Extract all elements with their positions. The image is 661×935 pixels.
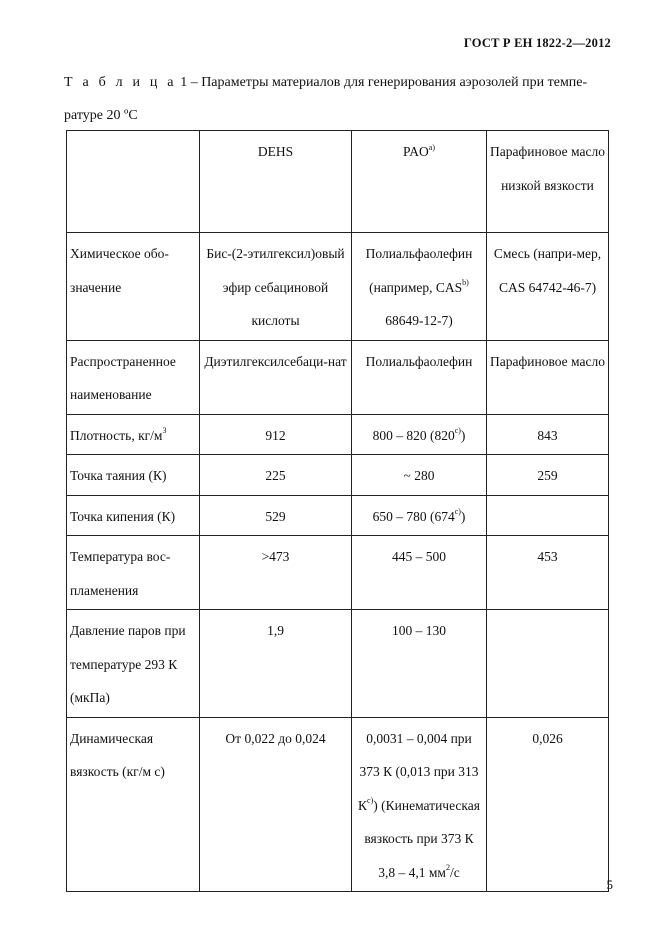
cell-pao-tail: 68649-12-7) [385,313,453,328]
table-row [67,414,609,455]
cell-dehs: От 0,022 до 0,024 [200,717,352,892]
header-cell-pao [352,131,487,233]
cell-paraffin [487,610,609,718]
table-row [67,455,609,496]
cell-pao: ~ 280 [352,455,487,496]
cell-dehs: Диэтилгексилсебаци-нат [200,340,352,414]
cell-pao [352,414,487,455]
cell-pao-footnote: c) [367,796,374,805]
cell-pao-text: Полиальфаолефин (например, CAS [365,246,473,295]
header-cell-paraffin: Парафиновое масло низкой вязкости [487,131,609,233]
table-caption-prefix: Т а б л и ц а [64,75,177,90]
cell-pao-tail: ) [460,508,466,524]
row-label: Температура вос-пламенения [67,536,200,610]
table-row [67,340,609,414]
cell-pao-footnote: c) [454,426,461,435]
row-label-sup: 3 [162,426,167,435]
cell-dehs: 1,9 [200,610,352,718]
cell-pao: 445 – 500 [352,536,487,610]
table-caption [64,66,616,132]
cell-paraffin: 259 [487,455,609,496]
cell-pao-tail: ) (Кинематическая вязкость при 373 К 3,8 – 4,1 мм [364,797,480,880]
table-row [67,233,609,341]
cell-pao-text: 650 – 780 (674 [372,508,455,524]
table-header-row [67,131,609,233]
cell-pao [352,717,487,892]
cell-pao [352,495,487,536]
row-label: Точка кипения (К) [67,495,200,536]
table-row [67,495,609,536]
cell-dehs: >473 [200,536,352,610]
row-label: Точка таяния (К) [67,455,200,496]
cell-pao-unit-sup: 2 [445,863,450,872]
cell-pao-tail-unit: /с [449,864,460,880]
cell-pao-tail: ) [460,427,466,443]
cell-paraffin: 453 [487,536,609,610]
cell-pao-text: 0,0031 – 0,004 при 373 К (0,013 при 313 К [358,730,479,813]
header-cell-dehs: DEHS [200,131,352,233]
row-label [67,414,200,455]
cell-pao-footnote: c) [454,507,461,516]
cell-paraffin: 0,026 [487,717,609,892]
row-label: Динамическая вязкость (кг/м с) [67,717,200,892]
cell-dehs: 529 [200,495,352,536]
cell-paraffin: 843 [487,414,609,455]
table-row [67,717,609,892]
header-pao-label: PAO [403,144,429,159]
table-row [67,610,609,718]
header-cell-empty [67,131,200,233]
row-label: Распространенное наименование [67,340,200,414]
cell-pao: Полиальфаолефин [352,340,487,414]
cell-pao-footnote: b) [462,278,469,287]
header-pao-footnote: a) [428,142,435,152]
cell-paraffin: Парафиновое масло [487,340,609,414]
page-number: 5 [606,877,613,892]
row-label-text: Плотность, кг/м [70,427,163,443]
cell-paraffin: Смесь (напри-мер, CAS 64742-46-7) [487,233,609,341]
document-code-header: ГОСТ Р ЕН 1822-2—2012 [463,36,611,50]
cell-dehs: 912 [200,414,352,455]
materials-parameters-table [66,130,609,892]
row-label: Давление паров при температуре 293 К (мкПа) [67,610,200,718]
cell-dehs: 225 [200,455,352,496]
cell-pao: 100 – 130 [352,610,487,718]
cell-dehs: Бис-(2-этилгексил)овый эфир себациновой кислоты [200,233,352,341]
table-caption-text: 1 – Параметры материалов для генерирования аэрозолей при темпе-ратуре 20 ºС [64,75,588,123]
cell-paraffin [487,495,609,536]
cell-pao [352,233,487,341]
table-row [67,536,609,610]
cell-pao-text: 800 – 820 (820 [372,427,455,443]
row-label: Химическое обо-значение [67,233,200,341]
